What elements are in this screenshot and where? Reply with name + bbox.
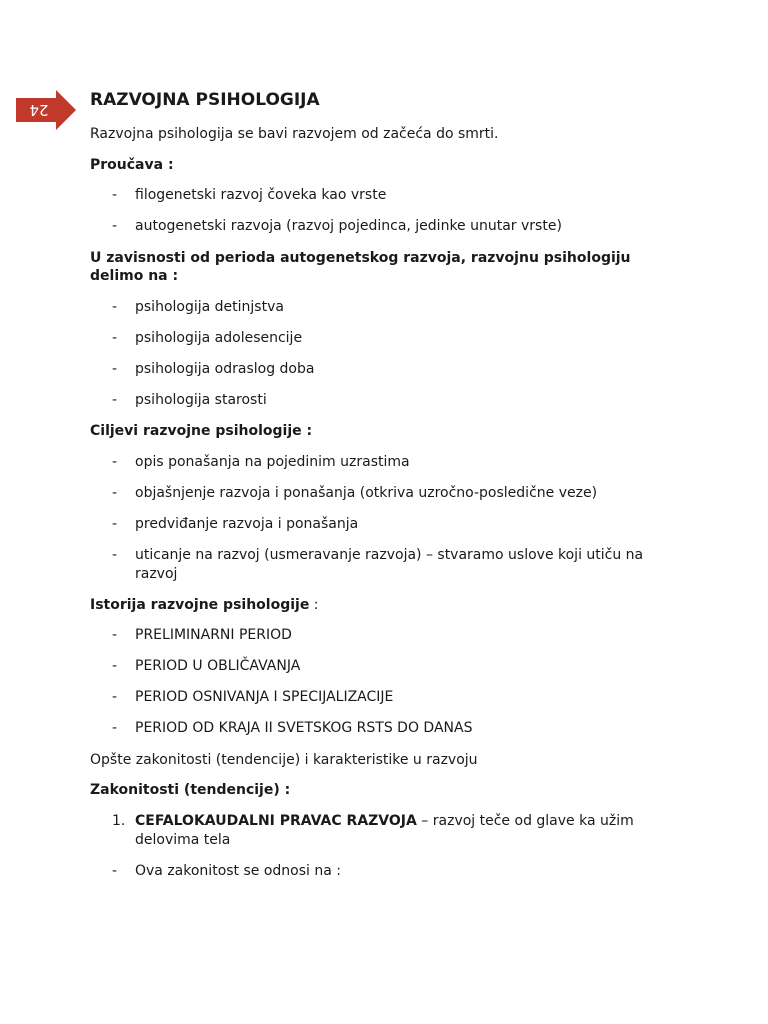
- istorija-heading: [90, 596, 319, 614]
- dash-bullet: -: [112, 392, 118, 408]
- dash-bullet: -: [112, 627, 118, 643]
- numbered-item-rest: – razvoj teče od glave ka užim delovima tela: [135, 813, 634, 848]
- list-item-text: opis ponašanja na pojedinim uzrastima: [135, 454, 410, 470]
- dash-bullet: -: [112, 863, 118, 879]
- dash-bullet: -: [112, 547, 118, 563]
- list-item-text: PRELIMINARNI PERIOD: [135, 627, 292, 643]
- list-item: [90, 298, 650, 317]
- list-item: [90, 186, 650, 205]
- proucava-heading: Proučava :: [90, 157, 174, 173]
- dash-bullet: -: [112, 658, 118, 674]
- list-item: [90, 484, 650, 503]
- list-item: [90, 688, 650, 707]
- list-item: [90, 515, 650, 534]
- list-item-text: Ova zakonitost se odnosi na :: [135, 863, 341, 879]
- zakonitosti-heading: Zakonitosti (tendencije) :: [90, 782, 291, 798]
- dash-bullet: -: [112, 485, 118, 501]
- numbered-item-text: [135, 812, 645, 850]
- istorija-heading-suffix: :: [309, 597, 319, 613]
- list-item: [90, 719, 650, 738]
- list-item: [90, 626, 650, 645]
- list-item-text: psihologija detinjstva: [135, 299, 284, 315]
- list-item: [90, 546, 650, 584]
- list-item-text: PERIOD U OBLIČAVANJA: [135, 658, 301, 674]
- numbered-item: [90, 812, 650, 850]
- dash-bullet: -: [112, 361, 118, 377]
- istorija-heading-bold: Istorija razvojne psihologije: [90, 597, 310, 613]
- dash-bullet: -: [112, 218, 118, 234]
- list-item-text: autogenetski razvoja (razvoj pojedinca, jedinke unutar vrste): [135, 218, 562, 234]
- page-number: 24: [29, 101, 49, 119]
- list-item-text: objašnjenje razvoja i ponašanja (otkriva uzročno-posledične veze): [135, 485, 598, 501]
- dash-bullet: -: [112, 330, 118, 346]
- list-item: [90, 657, 650, 676]
- item-number: 1.: [112, 813, 126, 829]
- list-item: [90, 360, 650, 379]
- list-item: [90, 453, 650, 472]
- page-title: RAZVOJNA PSIHOLOGIJA: [90, 90, 320, 110]
- list-item-text: psihologija odraslog doba: [135, 361, 315, 377]
- list-item-text: PERIOD OSNIVANJA I SPECIJALIZACIJE: [135, 689, 394, 705]
- opste-paragraph: Opšte zakonitosti (tendencije) i karakteristike u razvoju: [90, 752, 478, 768]
- list-item: [90, 217, 650, 236]
- ciljevi-heading: Ciljevi razvojne psihologije :: [90, 423, 313, 439]
- list-item-text: psihologija starosti: [135, 392, 267, 408]
- numbered-item-bold: CEFALOKAUDALNI PRAVAC RAZVOJA: [135, 813, 417, 829]
- dash-bullet: -: [112, 720, 118, 736]
- dash-bullet: -: [112, 454, 118, 470]
- dash-bullet: -: [112, 299, 118, 315]
- dash-bullet: -: [112, 516, 118, 532]
- page-number-tab: [16, 90, 76, 130]
- list-item-text: filogenetski razvoj čoveka kao vrste: [135, 187, 387, 203]
- intro-paragraph: Razvojna psihologija se bavi razvojem od začeća do smrti.: [90, 126, 499, 142]
- list-item-text: uticanje na razvoj (usmeravanje razvoja) – stvaramo uslove koji utiču na razvoj: [135, 547, 644, 582]
- dash-bullet: -: [112, 187, 118, 203]
- list-item: [90, 391, 650, 410]
- list-item: [90, 329, 650, 348]
- dash-bullet: -: [112, 689, 118, 705]
- list-item-text: psihologija adolesencije: [135, 330, 303, 346]
- list-item-text: predviđanje razvoja i ponašanja: [135, 516, 359, 532]
- list-item-text: PERIOD OD KRAJA II SVETSKOG RSTS DO DANAS: [135, 720, 473, 736]
- list-item: [90, 862, 650, 881]
- zavisnost-heading: U zavisnosti od perioda autogenetskog razvoja, razvojnu psihologiju delimo na :: [90, 250, 631, 284]
